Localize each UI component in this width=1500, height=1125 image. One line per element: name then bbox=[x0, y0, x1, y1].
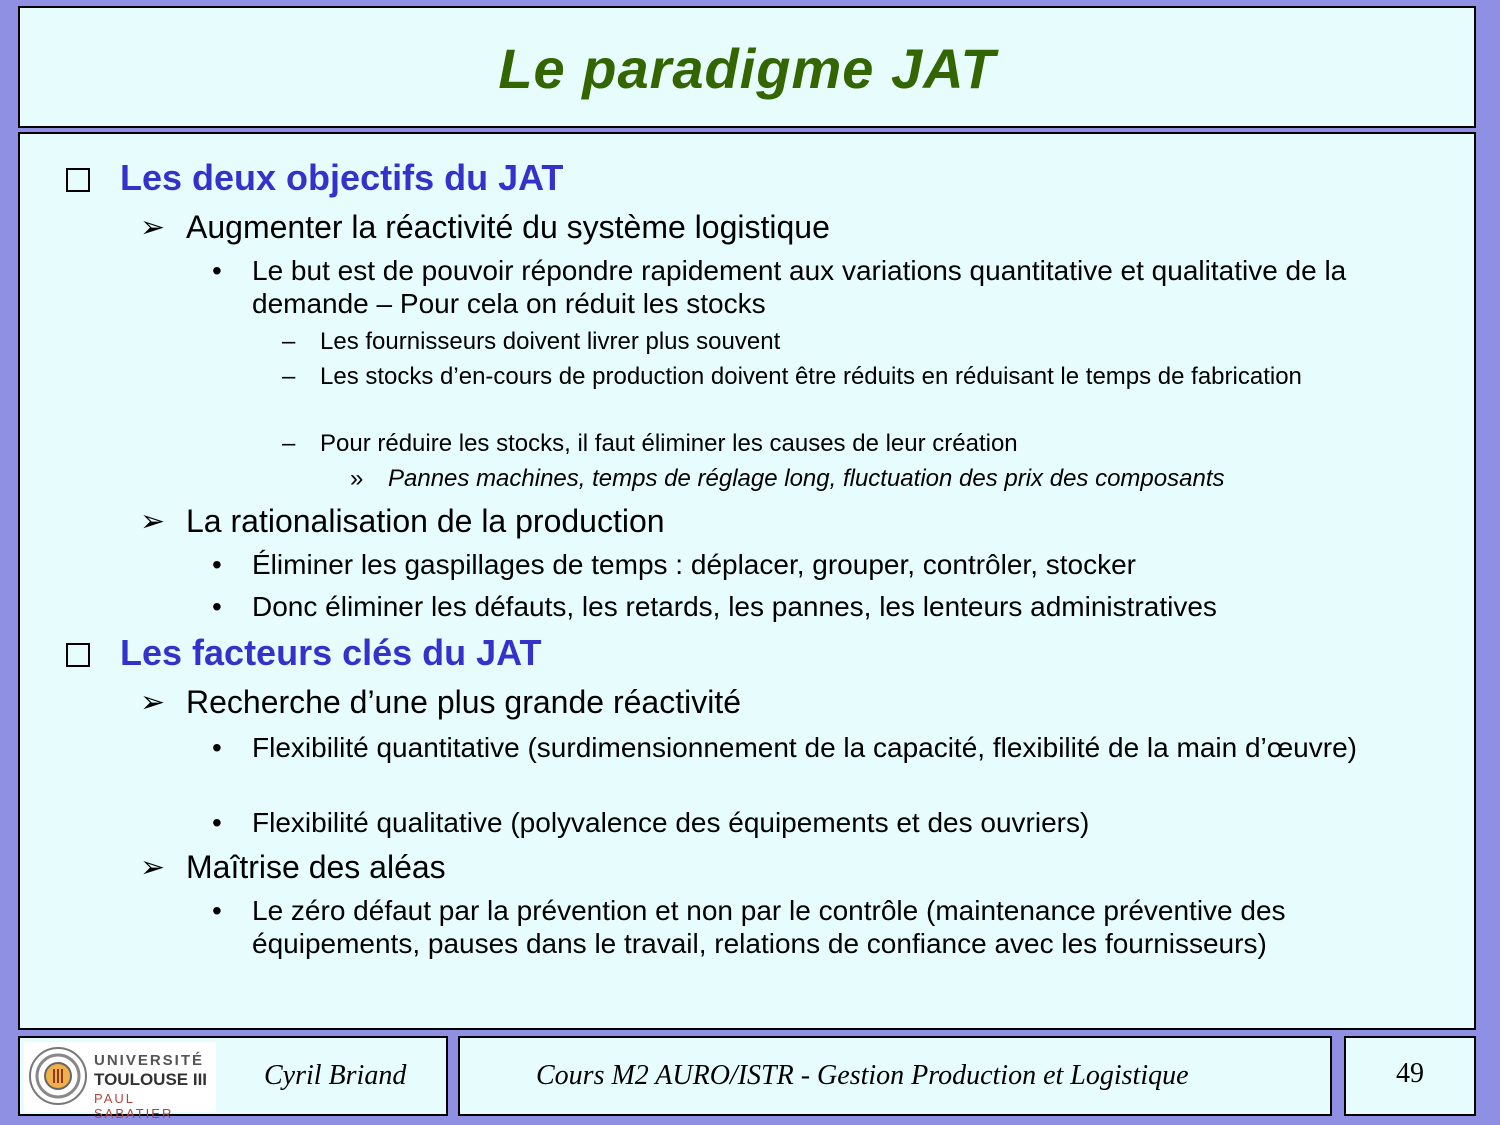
footer-author-panel bbox=[18, 1036, 448, 1121]
arrow-bullet-icon: ➢ bbox=[140, 211, 166, 244]
checkbox-square-icon bbox=[66, 168, 90, 192]
bullet-icon: • bbox=[212, 549, 222, 580]
title-panel bbox=[18, 6, 1476, 128]
dash-icon: – bbox=[282, 363, 296, 390]
slide-title: Le paradigme JAT bbox=[498, 37, 996, 100]
bullet-icon: • bbox=[212, 732, 222, 763]
bullet-icon: • bbox=[212, 255, 222, 286]
arrow-bullet-icon: ➢ bbox=[140, 505, 166, 538]
footer-page-panel bbox=[1344, 1036, 1476, 1116]
dash-icon: – bbox=[282, 328, 296, 355]
university-logo: UNIVERSITÉ TOULOUSE III PAUL SABATIER bbox=[24, 1042, 216, 1112]
footer-course-panel bbox=[458, 1036, 1332, 1116]
content-panel: Les deux objectifs du JAT ➢ Augmenter la réactivité du système logistique • Le but est de pouvoir répondre rapidement aux variations quantitative et qualitative de la demande – Pour cela on réduit les stocks – Les fournisseurs doivent livrer plus souvent – Les stocks d’en-cours de production doivent être réduits en réduisant le temps de fabrication – Pour réduire les stocks, il faut éliminer les causes de leur création » Pannes machines, temps de réglage long, fluctuation des prix des composants ➢ La rationalisation de la production • Éliminer les gaspillages de temps : déplacer, grouper, contrôler, stocker • Donc éliminer les défauts, les retards, les pannes, les lenteurs administratives Les facteurs clés du JAT ➢ Recherche d’une plus grande réactivité • Flexibilité quantitative (surdimensionnement de la capacité, flexibilité de la main d’œuvre) • Flexibilité qualitative (polyvalence des équipements et des ouvriers) ➢ Maîtrise des aléas • Le zéro défaut par la prévention et non par le contrôle (maintenance préventive des équipements, pauses dans le travail, relations de confiance avec les fournisseurs) bbox=[18, 132, 1476, 1030]
arrow-bullet-icon: ➢ bbox=[140, 686, 166, 719]
bullet-icon: • bbox=[212, 895, 222, 926]
bullet-icon: • bbox=[212, 591, 222, 622]
dash-icon: – bbox=[282, 430, 296, 457]
university-seal-icon bbox=[28, 1046, 88, 1106]
footer-author: Cyril Briand bbox=[264, 1060, 407, 1091]
guillemet-icon: » bbox=[350, 465, 364, 492]
arrow-bullet-icon: ➢ bbox=[140, 851, 166, 884]
bullet-icon: • bbox=[212, 807, 222, 838]
footer-course: Cours M2 AURO/ISTR - Gestion Production et Logistique bbox=[536, 1060, 1189, 1091]
checkbox-square-icon bbox=[66, 643, 90, 667]
page-number: 49 bbox=[1396, 1058, 1424, 1089]
